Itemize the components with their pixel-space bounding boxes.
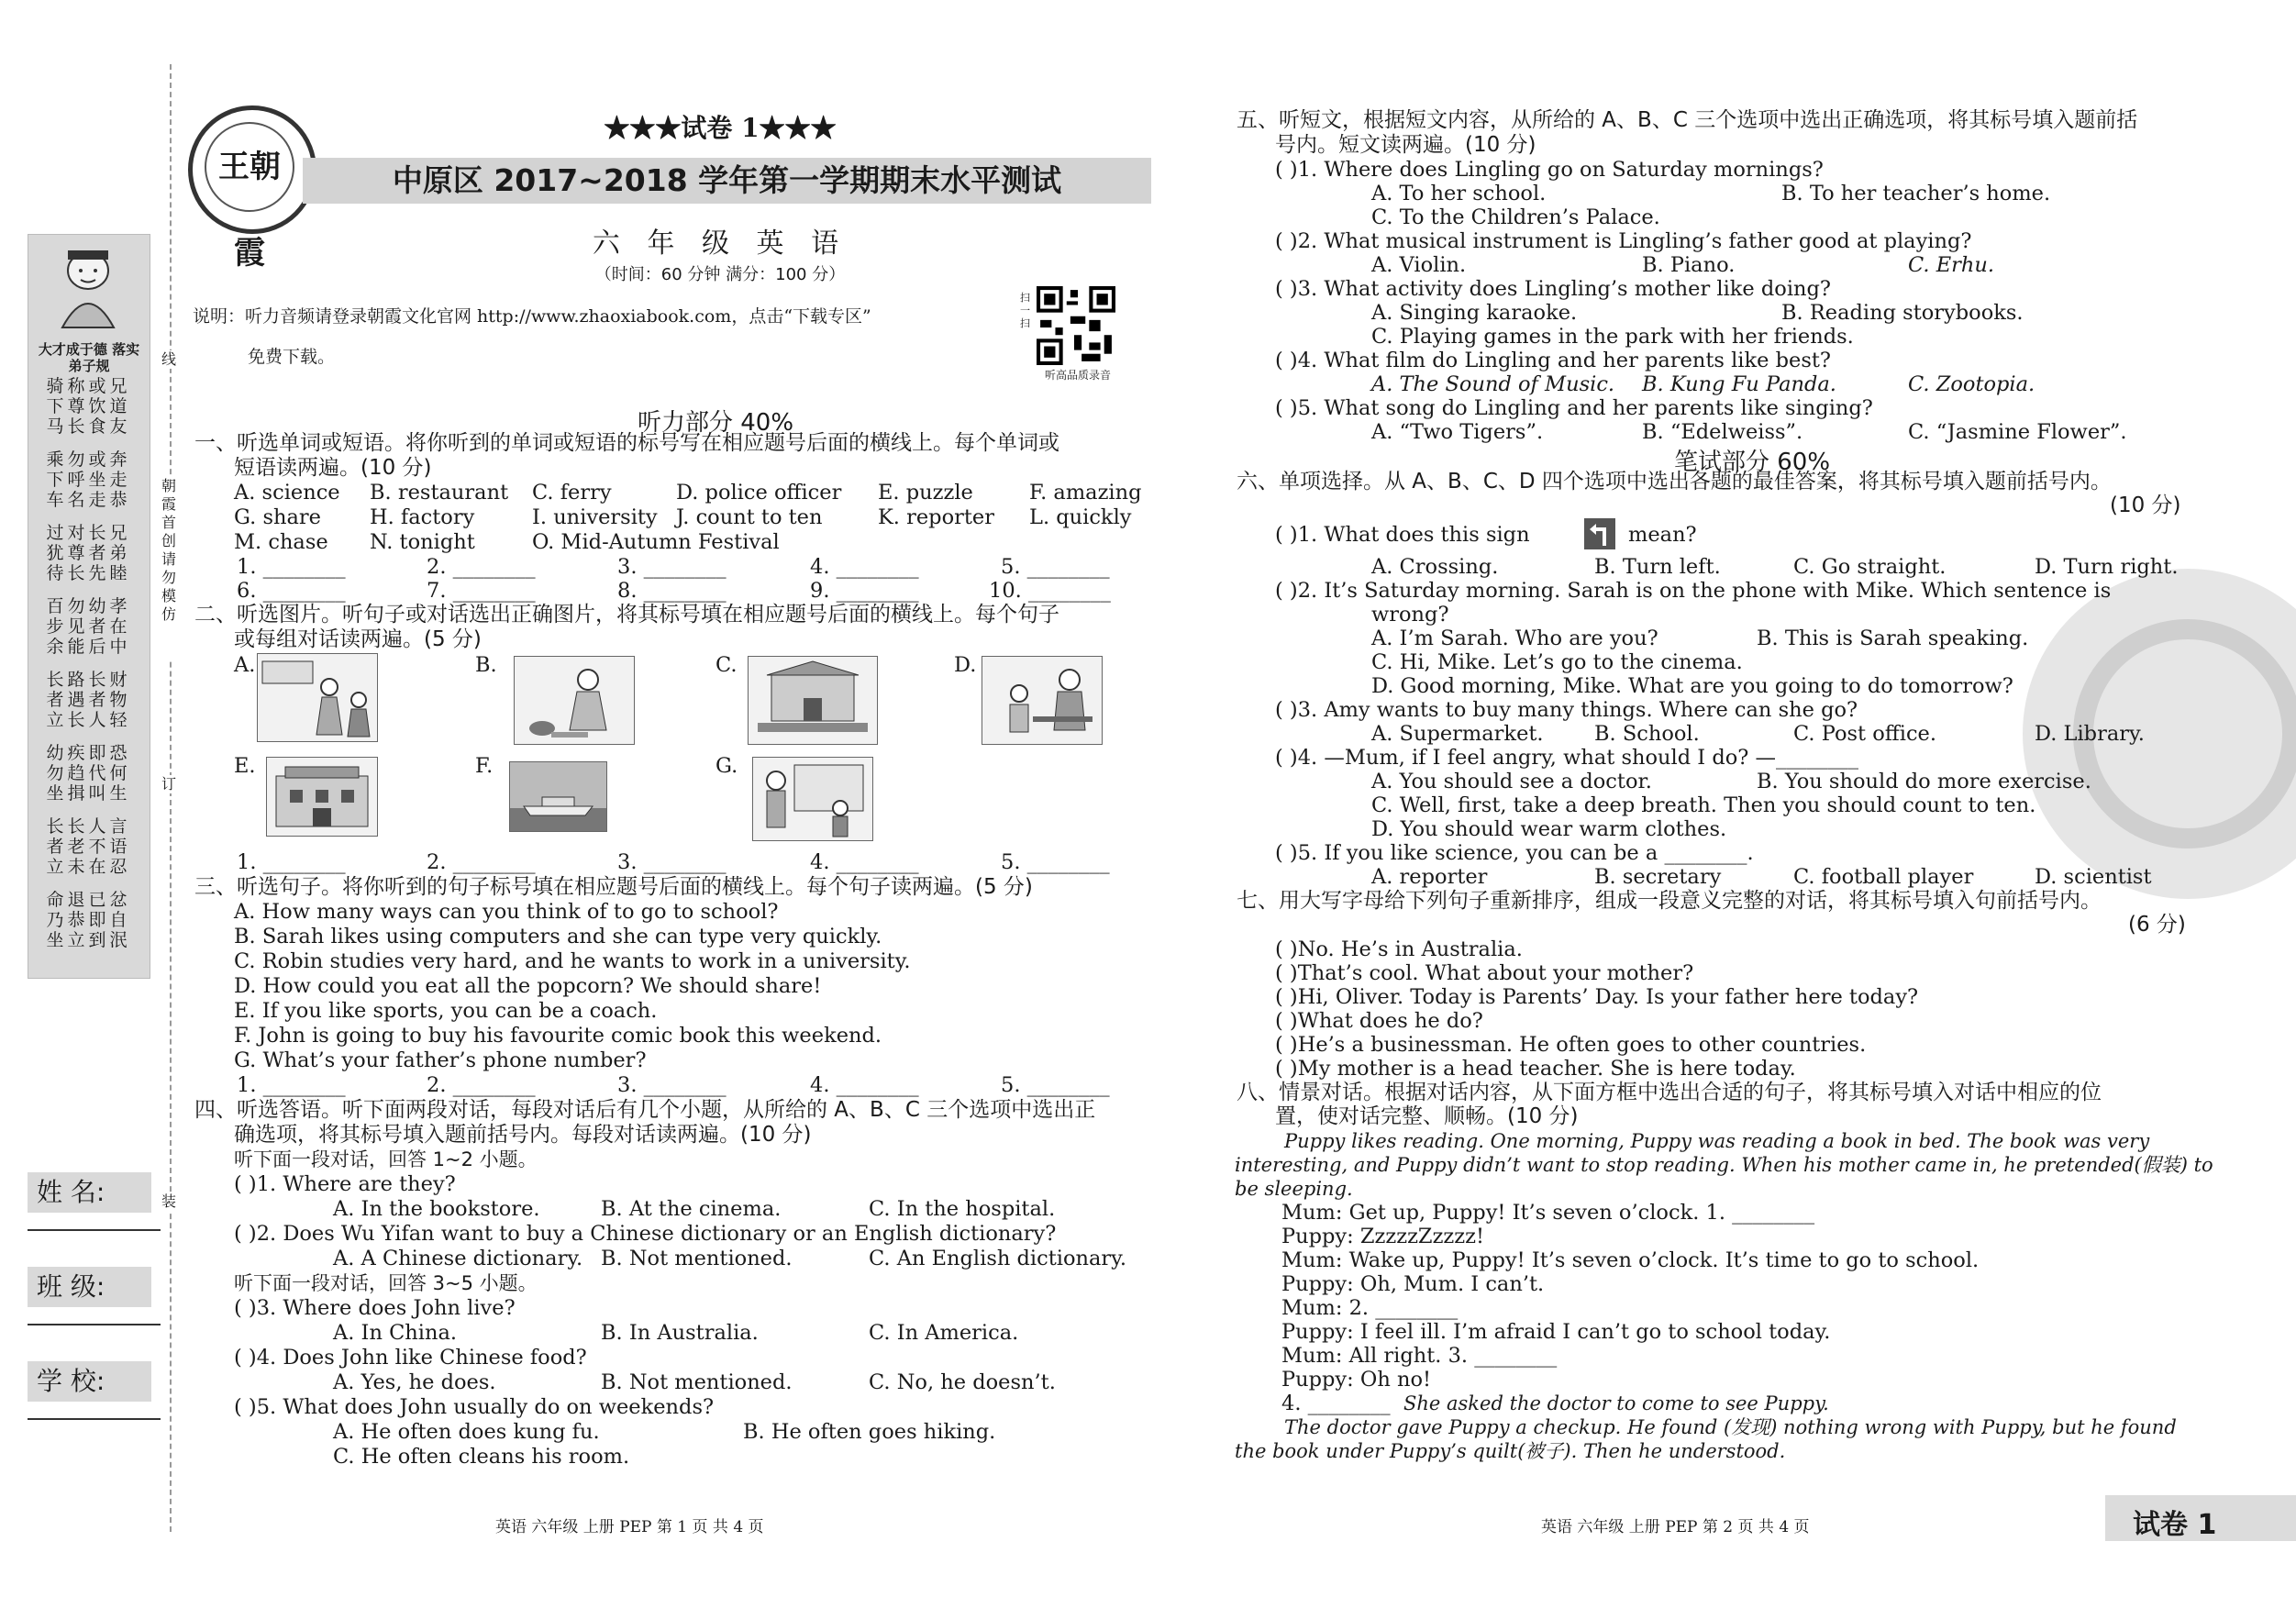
section1-title-cont: 短语读两遍。(10 分)	[234, 456, 432, 480]
answer-blank[interactable]: 2. ________	[427, 1073, 536, 1097]
word-option: L. quickly	[1029, 505, 1132, 529]
question: ( )2. Does Wu Yifan want to buy a Chinese dictionary or an English dictionary?	[234, 1222, 1057, 1246]
story-text: interesting, and Puppy didn’t want to stop reading. When his mother came in, he pretended(假装) to	[1235, 1154, 2213, 1176]
picture-a	[257, 653, 378, 742]
reorder-item[interactable]: ( )What does he do?	[1275, 1009, 1483, 1033]
word-option: A. science	[234, 481, 340, 505]
dialog-line: Puppy: Oh, Mum. I can’t.	[1281, 1272, 1545, 1296]
choice: A. In the bookstore.	[333, 1197, 540, 1221]
section2-title-cont: 或每组对话读两遍。(5 分)	[234, 627, 482, 651]
dialog-line: Puppy: I feel ill. I’m afraid I can’t go to school today.	[1281, 1320, 1831, 1344]
section4-title-cont: 确选项，将其标号填入题前括号内。每段对话读两遍。(10 分)	[234, 1123, 812, 1147]
answer-blank[interactable]: 3. ________	[617, 850, 727, 874]
choice: A. In China.	[333, 1321, 458, 1345]
picture-label: C.	[715, 653, 738, 677]
choice: C. Hi, Mike. Let’s go to the cinema.	[1371, 650, 1743, 674]
choice: B. secretary	[1594, 865, 1722, 889]
school-label: 学 校:	[28, 1361, 151, 1402]
answer-blank[interactable]: 4. ________	[1281, 1392, 1391, 1415]
picture-label: G.	[715, 754, 738, 778]
dialog-line: Mum: Get up, Puppy! It’s seven o’clock. 1. ________	[1281, 1201, 1815, 1225]
choice: B. “Edelweiss”.	[1642, 420, 1803, 444]
question: ( )5. What song do Lingling and her parents like singing?	[1275, 396, 1873, 420]
poem-group: 百勿幼孝 步见者在 余能后中	[46, 596, 131, 657]
dialog-line: Puppy: Oh no!	[1281, 1368, 1432, 1392]
question: ( )2. It’s Saturday morning. Sarah is on the phone with Mike. Which sentence is	[1275, 579, 2112, 603]
choice: B. To her teacher’s home.	[1781, 182, 2051, 205]
section3-title: 三、听选句子。将你听到的句子标号填在相应题号后面的横线上。每个句子读两遍。(5 分)	[194, 875, 1033, 899]
answer-blank[interactable]: 1. ________	[237, 850, 346, 874]
picture-e	[266, 757, 378, 837]
choice: B. Not mentioned.	[601, 1370, 793, 1394]
story-text: The doctor gave Puppy a checkup. He found (发现) nothing wrong with Puppy, but he found	[1284, 1416, 2177, 1438]
picture-g	[752, 757, 873, 841]
choice: A. Crossing.	[1371, 555, 1499, 579]
scholar-illustration	[37, 243, 139, 330]
answer-blank[interactable]: 4. ________	[810, 555, 919, 579]
answer-blank[interactable]: 5. ________	[1001, 1073, 1110, 1097]
choice: C. He often cleans his room.	[333, 1445, 630, 1469]
story-text: Puppy likes reading. One morning, Puppy was reading a book in bed. The book was very	[1284, 1130, 2150, 1152]
exam-title: 中原区 2017~2018 学年第一学期期末水平测试	[392, 162, 1062, 198]
story-text: She asked the doctor to come to see Puppy.	[1403, 1392, 1829, 1414]
answer-blank[interactable]: 2. ________	[427, 555, 536, 579]
picture-d	[982, 656, 1103, 745]
answer-blank[interactable]: 6. ________	[237, 579, 346, 603]
sentence-option: C. Robin studies very hard, and he wants to work in a university.	[234, 949, 911, 973]
word-option: G. share	[234, 505, 321, 529]
choice: A. You should see a doctor.	[1371, 770, 1652, 793]
section8-title: 八、情景对话。根据对话内容，从下面方框中选出合适的句子，将其标号填入对话中相应的位	[1237, 1081, 2102, 1104]
poem-group: 过对长兄 犹尊者弟 待长先睦	[46, 523, 131, 583]
word-option: C. ferry	[532, 481, 612, 505]
choice: A. reporter	[1371, 865, 1488, 889]
picture-label: E.	[234, 754, 256, 778]
choice: C. To the Children’s Palace.	[1371, 205, 1660, 229]
dialog-intro: 听下面一段对话，回答 1~2 小题。	[234, 1148, 538, 1170]
choice: C. Zootopia.	[1908, 372, 2035, 396]
answer-blank[interactable]: 1. ________	[237, 555, 346, 579]
word-option: H. factory	[370, 505, 475, 529]
choice: C. No, he doesn’t.	[869, 1370, 1056, 1394]
choice: A. The Sound of Music.	[1371, 372, 1615, 396]
binding-mark-order: 订	[158, 775, 180, 793]
logo-text: 王朝霞	[205, 122, 294, 212]
section4-title: 四、听选答语。听下面两段对话，每段对话后有几个小题，从所给的 A、B、C 三个选项中选出正	[194, 1098, 1096, 1122]
question: ( )4. What film do Lingling and her parents like best?	[1275, 349, 1831, 372]
question: ( )3. Amy wants to buy many things. Where can she go?	[1275, 698, 1858, 722]
choice: B. He often goes hiking.	[743, 1420, 996, 1444]
choice: B. Reading storybooks.	[1781, 301, 2024, 325]
question: ( )5. If you like science, you can be a ________.	[1275, 841, 1754, 865]
word-option: D. police officer	[676, 481, 842, 505]
binding-mark-line: 线	[158, 350, 180, 369]
copyright-notice: 朝霞首创 请勿模仿	[158, 477, 180, 660]
section1-title: 一、听选单词或短语。将你听到的单词或短语的标号写在相应题号后面的横线上。每个单词或	[194, 431, 1059, 455]
turn-left-sign-icon	[1584, 518, 1615, 549]
qr-side-label: 扫一扫	[1020, 292, 1030, 329]
choice: C. Playing games in the park with her friends.	[1371, 325, 1854, 349]
class-label: 班 级:	[28, 1267, 151, 1307]
word-option: M. chase	[234, 530, 328, 554]
question: ( )3. What activity does Lingling’s mother like doing?	[1275, 277, 1831, 301]
section6-points: (10 分)	[2110, 494, 2181, 517]
question: ( )3. Where does John live?	[234, 1296, 516, 1320]
answer-blank[interactable]: 4. ________	[810, 1073, 919, 1097]
answer-blank[interactable]: 8. ________	[617, 579, 727, 603]
choice: D. Turn right.	[2035, 555, 2179, 579]
written-part-heading: 笔试部分 60%	[1673, 449, 1831, 476]
choice: A. A Chinese dictionary.	[333, 1247, 583, 1270]
sentence-option: E. If you like sports, you can be a coach.	[234, 999, 658, 1023]
poem-group: 骑称或兄 下尊饮道 马长食友	[46, 376, 131, 437]
choice: C. In the hospital.	[869, 1197, 1056, 1221]
qr-code-icon[interactable]	[1037, 286, 1115, 365]
answer-blank[interactable]: 2. ________	[427, 850, 536, 874]
answer-blank[interactable]: 3. ________	[617, 1073, 727, 1097]
sentence-option: B. Sarah likes using computers and she can type very quickly.	[234, 925, 882, 948]
binding-dashed-line	[170, 64, 172, 1532]
subject-title: 六 年 级 英 语	[592, 227, 849, 260]
answer-blank[interactable]: 10. ________	[989, 579, 1111, 603]
answer-blank[interactable]: 7. ________	[427, 579, 536, 603]
reorder-item[interactable]: ( )That’s cool. What about your mother?	[1275, 961, 1694, 985]
choice: B. At the cinema.	[601, 1197, 782, 1221]
picture-label: B.	[475, 653, 497, 677]
answer-blank[interactable]: 1. ________	[237, 1073, 346, 1097]
question: ( )1. Where are they?	[234, 1172, 456, 1196]
choice: B. In Australia.	[601, 1321, 759, 1345]
story-text: the book under Puppy’s quilt(被子). Then he understood.	[1235, 1440, 1786, 1462]
question: ( )2. What musical instrument is Lingling’s father good at playing?	[1275, 229, 1972, 253]
question-cont: wrong?	[1371, 603, 1449, 627]
choice: B. Kung Fu Panda.	[1642, 372, 1836, 396]
section5-title-cont: 号内。短文读两遍。(10 分)	[1275, 133, 1536, 157]
page-footer-right: 英语 六年级 上册 PEP 第 2 页 共 4 页	[1541, 1518, 1810, 1536]
question-tail: mean?	[1628, 523, 1697, 547]
word-option: F. amazing	[1029, 481, 1142, 505]
story-text: be sleeping.	[1235, 1178, 1353, 1200]
poem-group: 长长人言 者老不语 立未在忍	[46, 816, 131, 877]
choice: A. Violin.	[1371, 253, 1467, 277]
choice: C. In America.	[869, 1321, 1019, 1345]
choice: D. You should wear warm clothes.	[1371, 817, 1727, 841]
choice: A. Yes, he does.	[333, 1370, 496, 1394]
school-field[interactable]	[28, 1418, 161, 1420]
poem-group: 长路长财 者遇者物 立长人轻	[46, 670, 131, 730]
sentence-option: F. John is going to buy his favourite comic book this weekend.	[234, 1024, 882, 1048]
poem-group: 乘勿或奔 下呼坐走 车名走恭	[46, 449, 131, 510]
choice: A. To her school.	[1371, 182, 1547, 205]
section7-title: 七、用大写字母给下列句子重新排序，组成一段意义完整的对话，将其标号填入句前括号内。	[1237, 889, 2102, 913]
choice: B. School.	[1594, 722, 1700, 746]
section5-title: 五、听短文，根据短文内容，从所给的 A、B、C 三个选项中选出正确选项，将其标号填入题前括	[1237, 108, 2138, 132]
picture-f	[509, 761, 607, 832]
sentence-option: D. How could you eat all the popcorn? We should share!	[234, 974, 822, 998]
sentence-option: G. What’s your father’s phone number?	[234, 1048, 647, 1072]
choice: C. An English dictionary.	[869, 1247, 1127, 1270]
answer-blank[interactable]: 3. ________	[617, 555, 727, 579]
choice: C. Well, first, take a deep breath. Then you should count to ten.	[1371, 793, 2036, 817]
qr-caption: 听高品质录音	[1044, 369, 1111, 382]
word-option: I. university	[532, 505, 658, 529]
dialog-line: Mum: Wake up, Puppy! It’s seven o’clock. It’s time to go to school.	[1281, 1248, 1980, 1272]
choice: C. “Jasmine Flower”.	[1908, 420, 2127, 444]
exam-timing: （时间：60 分钟 满分：100 分）	[594, 265, 846, 284]
choice: A. Singing karaoke.	[1371, 301, 1578, 325]
section6-title: 六、单项选择。从 A、B、C、D 四个选项中选出各题的最佳答案，将其标号填入题前括号内。	[1237, 470, 2112, 494]
choice: D. Library.	[2035, 722, 2145, 746]
section8-title-cont: 置，使对话完整、顺畅。(10 分)	[1275, 1104, 1579, 1128]
name-field[interactable]	[28, 1229, 161, 1231]
choice: D. scientist	[2035, 865, 2152, 889]
word-option: B. restaurant	[370, 481, 509, 505]
choice: B. Not mentioned.	[601, 1247, 793, 1270]
choice: C. Erhu.	[1908, 253, 1995, 277]
picture-label: F.	[475, 754, 494, 778]
word-option: O. Mid-Autumn Festival	[532, 530, 780, 554]
choice: B. Piano.	[1642, 253, 1736, 277]
reorder-item[interactable]: ( )Hi, Oliver. Today is Parents’ Day. Is your father here today?	[1275, 985, 1919, 1009]
question: ( )5. What does John usually do on weekends?	[234, 1395, 715, 1419]
dialog-line: Mum: 2. ________	[1281, 1296, 1459, 1320]
dialog-line: Mum: All right. 3. ________	[1281, 1344, 1558, 1368]
choice: A. “Two Tigers”.	[1371, 420, 1544, 444]
name-label: 姓 名:	[28, 1172, 151, 1213]
class-field[interactable]	[28, 1324, 161, 1325]
reorder-item[interactable]: ( )He’s a businessman. He often goes to other countries.	[1275, 1033, 1867, 1057]
choice: C. football player	[1793, 865, 1974, 889]
picture-label: A.	[234, 653, 256, 677]
choice: A. He often does kung fu.	[333, 1420, 600, 1444]
choice: C. Go straight.	[1793, 555, 1947, 579]
choice: B. You should do more exercise.	[1757, 770, 2091, 793]
picture-c	[748, 656, 878, 745]
choice: C. Post office.	[1793, 722, 1937, 746]
word-option: J. count to ten	[676, 505, 823, 529]
reorder-item[interactable]: ( )No. He’s in Australia.	[1275, 937, 1523, 961]
motto: 大才成于德 落实弟子规	[38, 341, 140, 374]
page-footer-left: 英语 六年级 上册 PEP 第 1 页 共 4 页	[495, 1518, 764, 1536]
word-option: E. puzzle	[878, 481, 973, 505]
section2-title: 二、听选图片。听句子或对话选出正确图片，将其标号填在相应题号后面的横线上。每个句子	[194, 603, 1059, 627]
answer-blank[interactable]: 5. ________	[1001, 555, 1110, 579]
question: ( )4. Does John like Chinese food?	[234, 1346, 587, 1370]
dialog-line: Puppy: ZzzzzZzzzz!	[1281, 1225, 1485, 1248]
choice: A. Supermarket.	[1371, 722, 1544, 746]
picture-b	[514, 656, 635, 745]
choice: B. Turn left.	[1594, 555, 1721, 579]
reorder-item[interactable]: ( )My mother is a head teacher. She is here today.	[1275, 1057, 1796, 1081]
poem-group: 命退已忿 乃恭即自 坐立到泯	[46, 890, 131, 950]
choice: B. This is Sarah speaking.	[1757, 627, 2029, 650]
binding-mark-bind: 装	[158, 1192, 180, 1211]
poem-group: 幼疾即恐 勿趋代何 坐揖叫生	[46, 743, 131, 804]
answer-blank[interactable]: 9. ________	[810, 579, 919, 603]
audio-note-cont: 免费下载。	[248, 347, 336, 367]
choice: A. I’m Sarah. Who are you?	[1371, 627, 1658, 650]
paper-label: ★★★试卷 1★★★	[604, 113, 837, 143]
answer-blank[interactable]: 5. ________	[1001, 850, 1110, 874]
paper-tab-label: 试卷 1	[2133, 1509, 2217, 1541]
section7-points: (6 分)	[2128, 913, 2186, 937]
word-option: N. tonight	[370, 530, 475, 554]
word-option: K. reporter	[878, 505, 995, 529]
listening-part-heading: 听力部分 40%	[637, 409, 794, 437]
picture-label: D.	[954, 653, 977, 677]
answer-blank[interactable]: 4. ________	[810, 850, 919, 874]
sentence-option: A. How many ways can you think of to go to school?	[234, 900, 779, 924]
question: ( )1. What does this sign	[1275, 523, 1530, 547]
choice: D. Good morning, Mike. What are you going to do tomorrow?	[1371, 674, 2013, 698]
question: ( )1. Where does Lingling go on Saturday mornings?	[1275, 158, 1824, 182]
audio-note: 说明：听力音频请登录朝霞文化官网 http://www.zhaoxiabook.com，点击“下载专区”	[193, 306, 871, 327]
dialog-intro: 听下面一段对话，回答 3~5 小题。	[234, 1272, 538, 1294]
question: ( )4. —Mum, if I feel angry, what should I do? —________	[1275, 746, 1858, 770]
